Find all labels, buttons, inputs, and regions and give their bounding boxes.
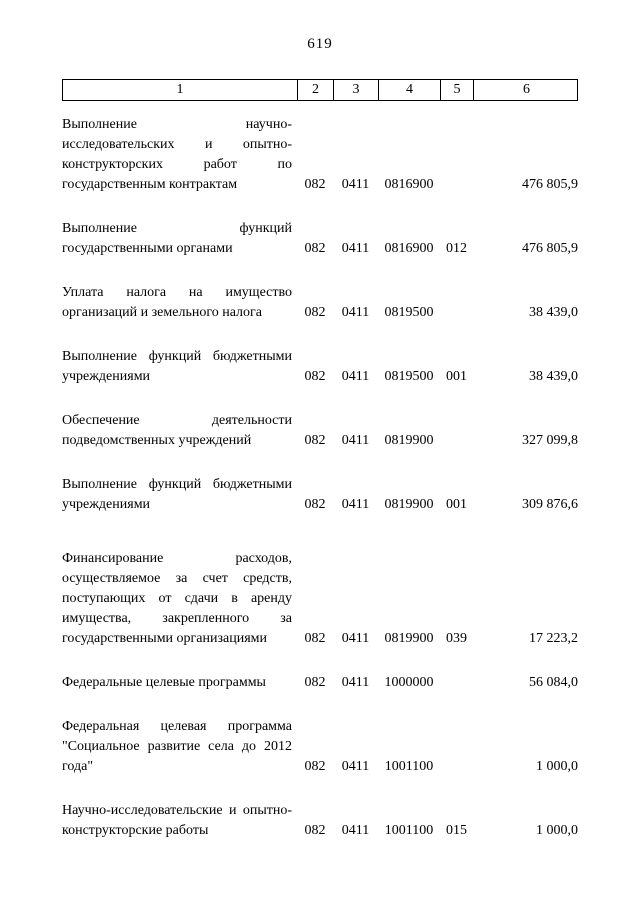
column-header-6: 6 xyxy=(523,82,530,97)
row-code-section: 0411 xyxy=(341,177,370,192)
row-code-chapter: 082 xyxy=(304,241,326,256)
row-amount: 327 099,8 xyxy=(522,433,578,448)
row-amount: 38 439,0 xyxy=(529,305,578,320)
row-amount: 1 000,0 xyxy=(536,759,578,774)
row-code-chapter: 082 xyxy=(304,177,326,192)
row-amount: 476 805,9 xyxy=(522,177,578,192)
table-row xyxy=(62,283,578,323)
row-name: Выполнение функций государственными органами xyxy=(62,221,292,256)
row-code-chapter: 082 xyxy=(304,675,326,690)
table-row xyxy=(62,475,578,515)
row-name: Обеспечение деятельности подведомственных учреждений xyxy=(62,413,292,448)
row-code-section: 0411 xyxy=(341,241,370,256)
table-row xyxy=(62,411,578,451)
column-header-2: 2 xyxy=(298,80,334,100)
row-name: Федеральные целевые программы xyxy=(62,675,266,690)
row-code-type: 039 xyxy=(446,631,467,646)
row-code-section: 0411 xyxy=(341,369,370,384)
column-header-5: 5 xyxy=(441,80,474,100)
row-name: Научно-исследовательские и опытно-конструкторские работы xyxy=(62,803,292,838)
row-name: Выполнение функций бюджетными учреждениями xyxy=(62,349,292,384)
table-row xyxy=(62,801,578,841)
table-row xyxy=(62,717,578,777)
row-code-item: 0816900 xyxy=(384,177,434,192)
row-code-chapter: 082 xyxy=(304,497,326,512)
row-name: Федеральная целевая программа "Социальное развитие села до 2012 года" xyxy=(62,719,292,774)
row-code-item: 0819500 xyxy=(384,305,434,320)
row-code-section: 0411 xyxy=(341,433,370,448)
row-code-item: 0819900 xyxy=(384,497,434,512)
row-code-chapter: 082 xyxy=(304,369,326,384)
table-row xyxy=(62,115,578,195)
row-amount: 476 805,9 xyxy=(522,241,578,256)
row-amount: 38 439,0 xyxy=(529,369,578,384)
row-code-chapter: 082 xyxy=(304,305,326,320)
row-code-type: 012 xyxy=(446,241,467,256)
row-name: Выполнение научно-исследовательских и опытно-конструкторских работ по государственным контрактам xyxy=(62,117,292,192)
row-code-item: 0819500 xyxy=(384,369,434,384)
row-code-chapter: 082 xyxy=(304,631,326,646)
row-name: Выполнение функций бюджетными учреждениями xyxy=(62,477,292,512)
row-code-item: 0816900 xyxy=(384,241,434,256)
table-header-row xyxy=(62,79,578,101)
row-code-chapter: 082 xyxy=(304,759,326,774)
row-amount: 17 223,2 xyxy=(529,631,578,646)
column-header-1: 1 xyxy=(63,80,298,100)
row-code-section: 0411 xyxy=(341,305,370,320)
page-number: 619 xyxy=(307,36,333,52)
row-amount: 1 000,0 xyxy=(536,823,578,838)
row-code-type: 001 xyxy=(446,369,467,384)
row-code-item: 0819900 xyxy=(384,433,434,448)
row-code-item: 0819900 xyxy=(384,631,434,646)
row-code-section: 0411 xyxy=(341,497,370,512)
column-header-3: 3 xyxy=(334,80,379,100)
row-code-item: 1001100 xyxy=(384,823,434,838)
row-code-section: 0411 xyxy=(341,823,370,838)
table-row xyxy=(62,673,578,693)
row-code-item: 1000000 xyxy=(384,675,434,690)
row-code-section: 0411 xyxy=(341,759,370,774)
row-name: Уплата налога на имущество организаций и земельного налога xyxy=(62,285,292,320)
row-code-item: 1001100 xyxy=(384,759,434,774)
table-row xyxy=(62,347,578,387)
row-name: Финансирование расходов, осуществляемое за счет средств, поступающих от сдачи в аренду имущества, закрепленного за государственными организациями xyxy=(62,551,292,646)
row-amount: 56 084,0 xyxy=(529,675,578,690)
row-code-section: 0411 xyxy=(341,631,370,646)
row-code-type: 001 xyxy=(446,497,467,512)
row-amount: 309 876,6 xyxy=(522,497,578,512)
table-row xyxy=(62,549,578,649)
row-code-chapter: 082 xyxy=(304,823,326,838)
column-header-4: 4 xyxy=(379,80,441,100)
row-code-section: 0411 xyxy=(341,675,370,690)
row-code-type: 015 xyxy=(446,823,467,838)
table-row xyxy=(62,219,578,259)
budget-table xyxy=(62,79,578,841)
row-code-chapter: 082 xyxy=(304,433,326,448)
